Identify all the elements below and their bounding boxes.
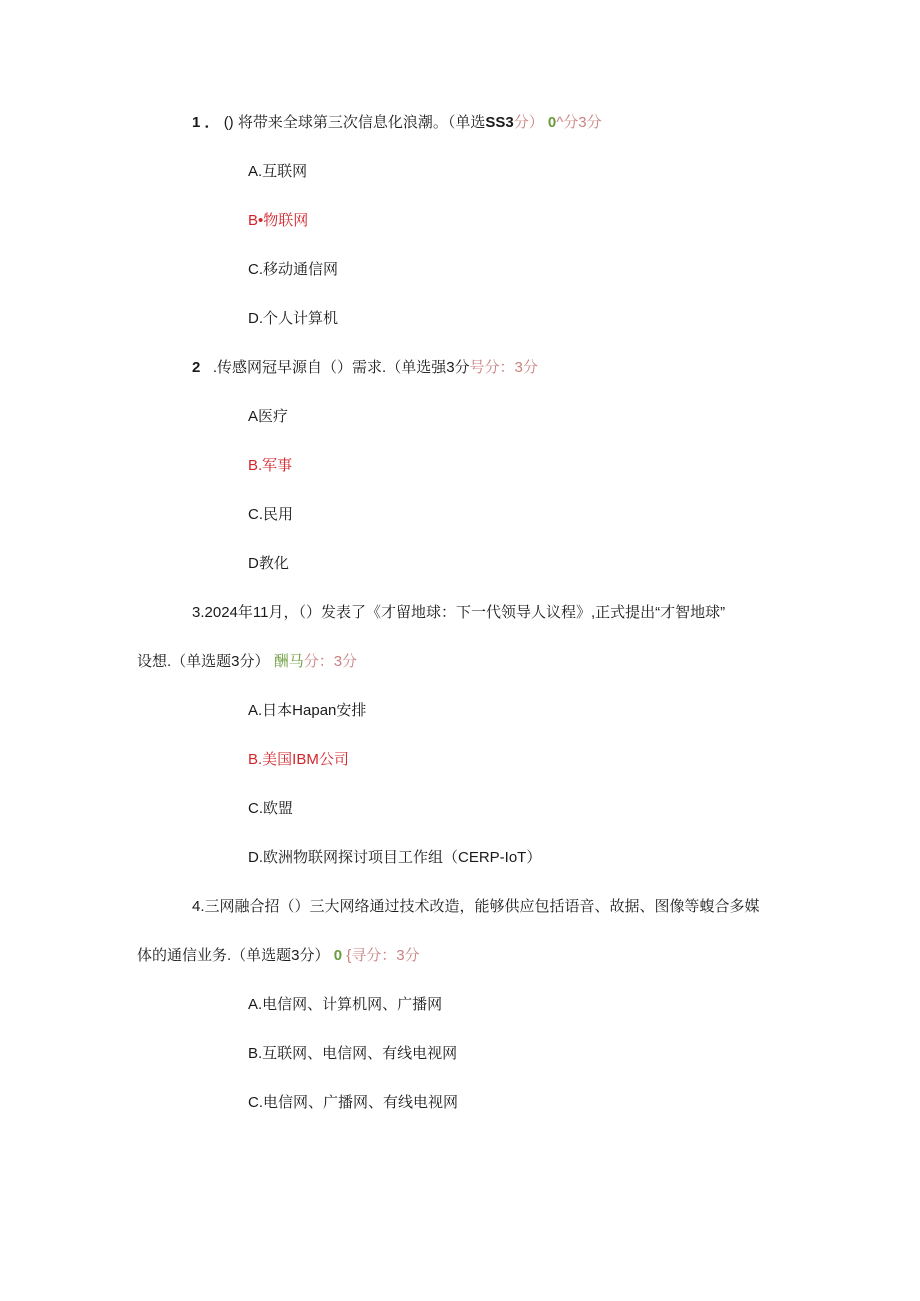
question-1 — [192, 113, 602, 133]
q1-option-c: C.移动通信网 — [248, 261, 339, 278]
q2-option-a: A医疗 — [248, 408, 289, 425]
question-2-score: 号分：3分 — [469, 359, 538, 376]
question-4-score: {寻分：3分 — [346, 947, 420, 964]
q4-option-b: B.互联网、电信网、有线电视网 — [248, 1045, 458, 1062]
q3-option-b-answer: B.美国IBM公司 — [248, 751, 349, 768]
q3-option-d: D.欧洲物联网探讨项目工作组（CERP-IoT） — [248, 849, 542, 866]
question-4-score-got: 0 — [333, 947, 343, 964]
q4-option-a: A.电信网、计算机网、广播网 — [248, 996, 443, 1013]
q3-option-a: A.日本Hapan安排 — [248, 702, 367, 719]
question-4-line-1: 4.三网融合招（）三大网络通过技术改造，能够供应包括语音、故据、图像等蝮合多媒 — [192, 898, 760, 915]
q2-option-c: C.民用 — [248, 506, 294, 523]
q1-option-d: D.个人计算机 — [248, 310, 339, 327]
question-3-score-got: 酬马 — [273, 653, 304, 670]
q4-option-c: C.电信网、广播网、有线电视网 — [248, 1094, 459, 1111]
question-2-text: .传感网冠早源自（）需求.（单选强3分 — [212, 359, 470, 376]
question-1-score-label: 分） — [513, 114, 544, 131]
question-3-line-2 — [137, 652, 357, 672]
question-1-score-full: ^分3分 — [556, 114, 602, 131]
question-4-line-2 — [137, 946, 420, 966]
question-1-number: 1 ． — [192, 114, 220, 131]
q2-option-b-answer: B.军事 — [248, 457, 293, 474]
question-2 — [192, 358, 538, 378]
q3-option-c: C.欧盟 — [248, 800, 294, 817]
question-3-score: 分：3分 — [303, 653, 358, 670]
question-4-text: 体的通信业务.（单选题3分） — [137, 947, 330, 964]
question-1-score-got: 0 — [547, 114, 557, 131]
question-3-line-1: 3.2024年11月，（）发表了《才留地球：下一代领导人议程》,正式提出“才智地球” — [192, 604, 726, 621]
question-2-number: 2 — [192, 359, 201, 376]
question-1-text: () 将带来全球第三次信息化浪潮。（单选 — [223, 114, 486, 131]
q1-option-a: A.互联网 — [248, 163, 308, 180]
q1-option-b-answer: B•物联网 — [248, 212, 309, 229]
question-1-tag: SS3 — [485, 114, 514, 131]
q2-option-d: D教化 — [248, 555, 289, 572]
question-3-text: 设想.（单选题3分） — [137, 653, 270, 670]
